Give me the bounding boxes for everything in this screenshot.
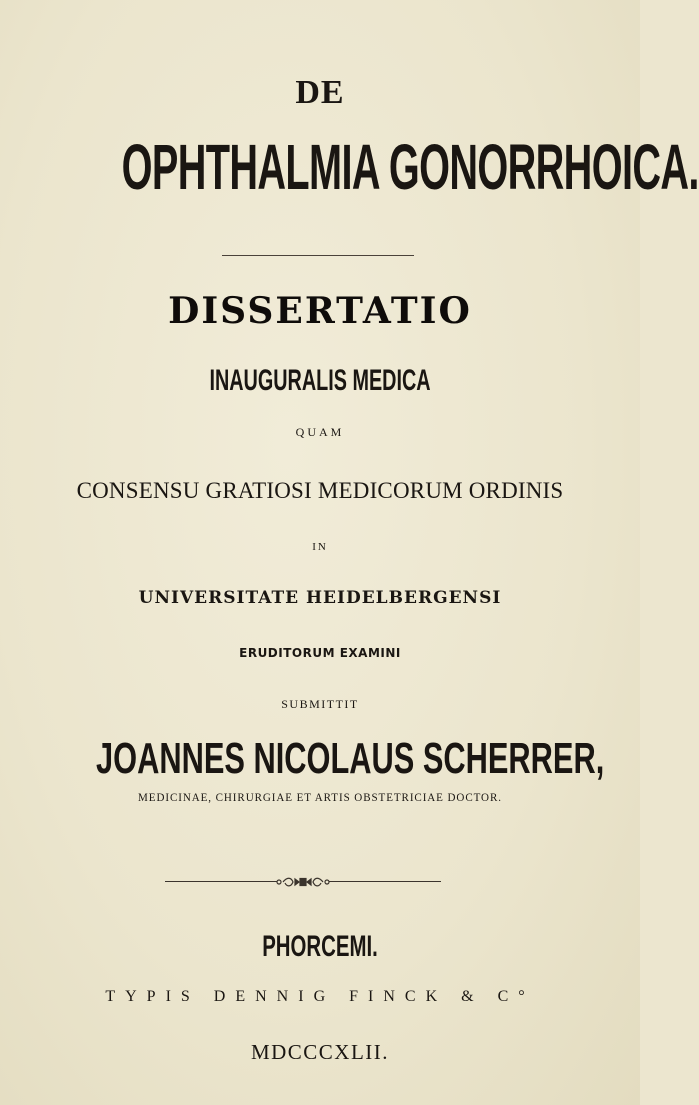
quam-text: QUAM	[295, 425, 345, 439]
in-text: IN	[312, 541, 328, 553]
eruditorum-line: ERUDITORUM EXAMINI	[239, 646, 401, 660]
dissertatio-heading: DISSERTATIO	[168, 290, 472, 332]
imprint-year: MDCCCXLII.	[250, 1040, 390, 1064]
preposition-de: DE	[295, 74, 345, 111]
imprint-city: PHORCEMI.	[262, 930, 378, 963]
main-title: OPHTHALMIA GONORRHOICA.	[121, 131, 699, 203]
author-name: JOANNES NICOLAUS SCHERRER,	[96, 734, 605, 783]
university-line: UNIVERSITATE HEIDELBERGENSI	[138, 588, 502, 608]
ornament-right-bar	[329, 881, 441, 882]
title-divider-rule	[222, 255, 414, 256]
author-degree: MEDICINAE, CHIRURGIAE ET ARTIS OBSTETRICIAE DOCTOR.	[138, 790, 502, 804]
printers-flourish-icon	[275, 876, 331, 888]
submittit-text: SUBMITTIT	[281, 697, 359, 711]
consensu-line: CONSENSU GRATIOSI MEDICORUM ORDINIS	[76, 478, 564, 503]
imprint-printer: TYPIS DENNIG FINCK & C°	[105, 988, 535, 1005]
inauguralis-subtitle: INAUGURALIS MEDICA	[209, 364, 431, 397]
ornament-left-bar	[165, 881, 277, 882]
ornament-divider	[165, 876, 441, 888]
